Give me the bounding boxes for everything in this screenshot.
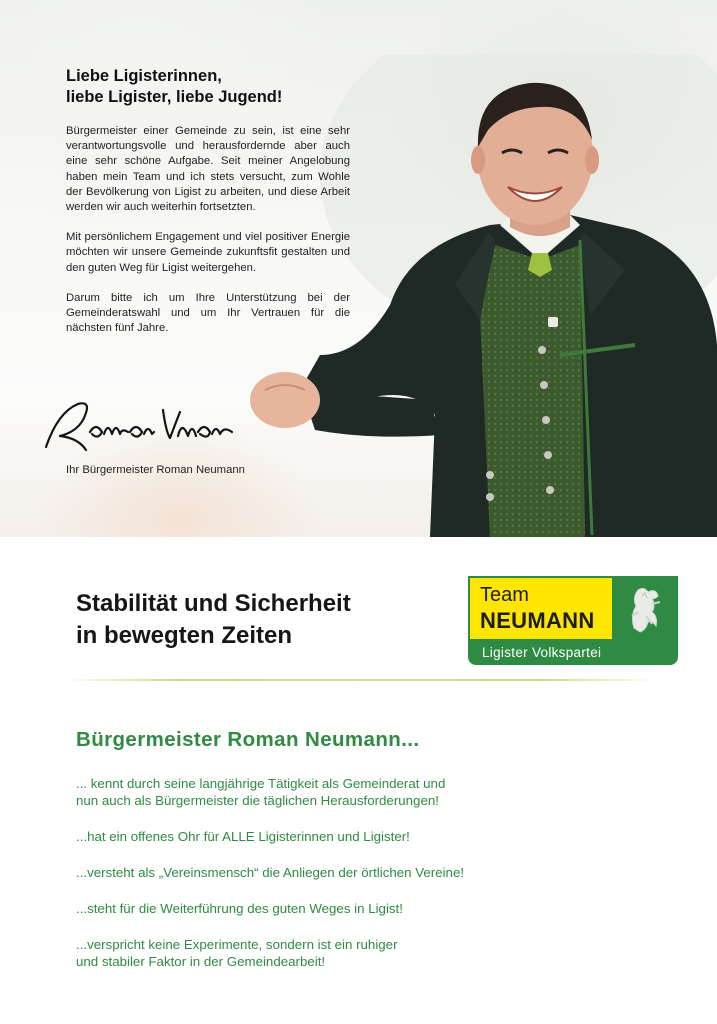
list-item: ...versteht als „Vereinsmensch“ die Anliegen der örtlichen Vereine!: [76, 865, 465, 880]
letter-greeting: Liebe Ligisterinnen, liebe Ligister, liebe Jugend!: [66, 67, 283, 106]
letter-paragraph: Mit persönlichem Engagement und viel positiver Energie möchten wir unsere Gemeinde zukunftsfit gestalten und den guten Weg für Ligist weitergehen.: [66, 231, 350, 274]
logo-team-text: Team: [480, 584, 529, 606]
letter-body: [66, 124, 350, 351]
letter-paragraph: Darum bitte ich um Ihre Unterstützung bei der Gemeinderatswahl und um Ihr Vertrauen für die nächsten fünf Jahre.: [66, 291, 350, 335]
section-title: Bürgermeister Roman Neumann...: [76, 728, 420, 751]
logo-name-text: NEUMANN: [480, 608, 595, 633]
logo-subtitle-bar: [468, 641, 678, 665]
list-item: ...steht für die Weiterführung des guten Weges in Ligist!: [76, 901, 403, 916]
divider-line: [60, 679, 660, 681]
letter-paragraph: Bürgermeister einer Gemeinde zu sein, ist eine sehr verantwortungsvolle und herausfordernde aber auch eine sehr schöne Aufgabe. Seit meiner Angelobung haben mein Team und ich stets versucht, zum Wohle der Bevölkerung von Ligist zu arbeiten, und diese Arbeit werden wir auch weiterhin fortsetzten.: [66, 125, 350, 214]
list-item: ... kennt durch seine langjährige Tätigkeit als Gemeinderat und nun auch als Bürgermeister die täglichen Herausforderungen!: [76, 776, 446, 808]
logo-yellow-panel: [468, 576, 612, 641]
team-neumann-logo: [468, 576, 678, 665]
handwritten-signature: [38, 392, 248, 462]
page-headline: Stabilität und Sicherheit in bewegten Zeiten: [76, 590, 351, 649]
styrian-panther-icon: [612, 576, 678, 641]
list-item: ...hat ein offenes Ohr für ALLE Ligisterinnen und Ligister!: [76, 829, 410, 844]
signature-caption: Ihr Bürgermeister Roman Neumann: [66, 464, 245, 476]
logo-subtitle: Ligister Volkspartei: [482, 645, 602, 660]
list-item: ...verspricht keine Experimente, sondern ist ein ruhiger und stabiler Faktor in der Gemeindearbeit!: [76, 937, 398, 969]
